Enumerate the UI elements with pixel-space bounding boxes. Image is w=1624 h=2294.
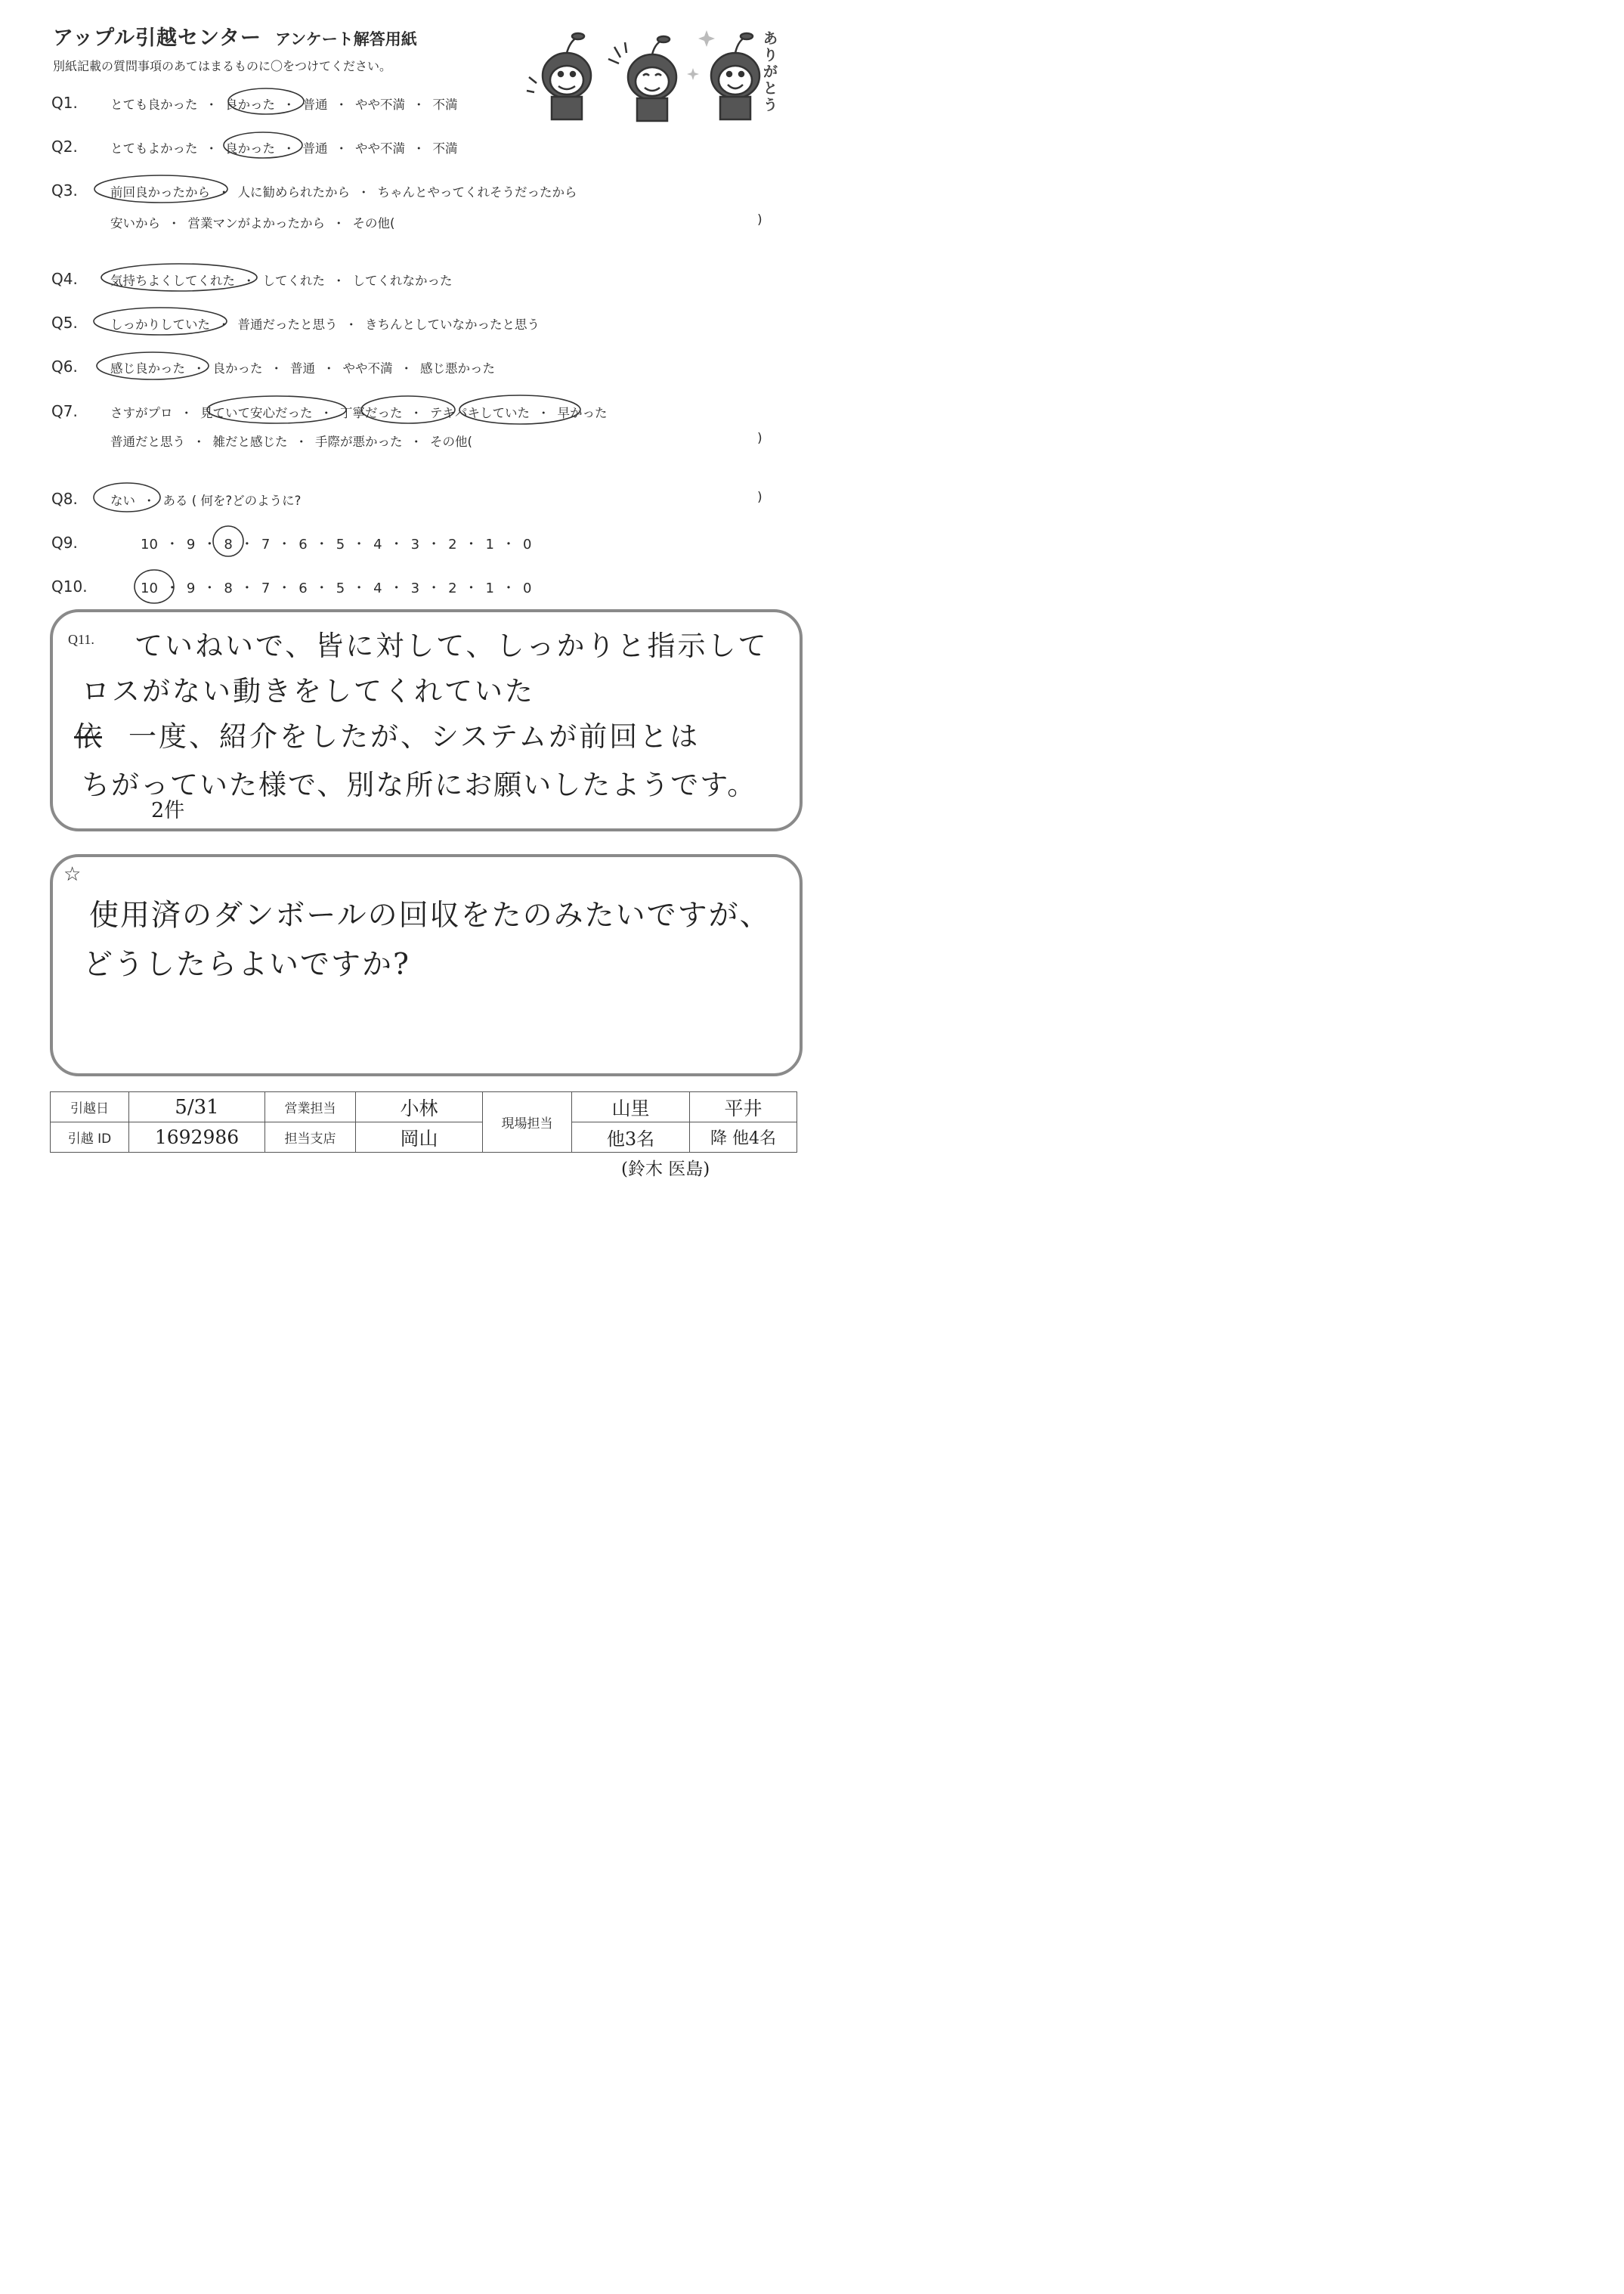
q3-option[interactable]: ちゃんとやってくれそうだったから: [377, 185, 577, 200]
q1-option[interactable]: やや不満: [355, 98, 405, 112]
answer-circle: [213, 526, 243, 556]
q3-option[interactable]: 営業マンがよかったから: [187, 216, 325, 231]
q8-option[interactable]: ない: [110, 494, 135, 508]
q9-score[interactable]: 5: [336, 537, 345, 553]
q6-option[interactable]: 感じ良かった: [110, 361, 185, 376]
instruction-text: 別紙記載の質問事項のあてはまるものに〇をつけてください。: [53, 59, 392, 73]
q10-score[interactable]: 0: [522, 580, 532, 596]
q10-score[interactable]: 3: [410, 580, 420, 596]
answer-circle: [94, 483, 160, 512]
q9-score[interactable]: 7: [261, 537, 271, 553]
site-staff-5: (鈴木 医島): [621, 1159, 710, 1179]
answer-circle: [228, 88, 304, 114]
q5-options: しっかりしていた ・ 普通だったと思う ・ きちんとしていなかったと思う: [110, 314, 540, 333]
q2-option[interactable]: 良かった: [225, 141, 275, 156]
q7-closing-paren: ): [757, 431, 763, 446]
q3-closing-paren: ): [757, 212, 763, 228]
q11-line: ちがっていた様で、別な所にお願いしたようです。: [82, 769, 757, 801]
q9-label: Q9.: [51, 534, 78, 552]
q6-option[interactable]: 良かった: [212, 361, 263, 376]
q1-option[interactable]: 普通: [302, 98, 328, 112]
thanks-label: ありがとう: [763, 30, 778, 113]
answer-circle: [101, 264, 257, 291]
q10-score[interactable]: 8: [224, 580, 233, 596]
site-staff-4: 降 他4名: [690, 1122, 797, 1153]
branch-label: 担当支店: [265, 1122, 356, 1153]
q2-option[interactable]: 普通: [302, 141, 328, 156]
q1-label: Q1.: [51, 94, 78, 112]
move-date-value: 5/31: [129, 1092, 265, 1122]
q7-option[interactable]: テキパキしていた: [430, 406, 530, 420]
site-staff-2: 平井: [690, 1092, 797, 1122]
q7-option[interactable]: さすがプロ: [110, 406, 173, 420]
sales-label: 営業担当: [265, 1092, 356, 1122]
q2-option[interactable]: 不満: [432, 141, 458, 156]
q9-score[interactable]: 10: [141, 537, 158, 553]
q10-label: Q10.: [51, 577, 88, 596]
q7-option[interactable]: 丁寧だった: [340, 406, 403, 420]
q10-score[interactable]: 10: [141, 580, 158, 596]
answer-circle: [94, 175, 227, 203]
move-id-label: 引越 ID: [51, 1122, 129, 1153]
answer-circle: [224, 132, 302, 158]
q2-option[interactable]: やや不満: [355, 141, 405, 156]
q9-scale: 10 ・ 9 ・ 8 ・ 7 ・ 6 ・ 5 ・ 4 ・ 3 ・ 2 ・ 1 ・ 0: [141, 537, 532, 553]
comment-line: 使用済のダンボールの回収をたのみたいですが、: [89, 899, 771, 933]
q9-score[interactable]: 1: [485, 537, 494, 553]
q1-option[interactable]: 良かった: [225, 98, 275, 112]
q6-options: 感じ良かった ・ 良かった ・ 普通 ・ やや不満 ・ 感じ悪かった: [110, 358, 495, 376]
answer-circle: [361, 396, 455, 423]
q7-label: Q7.: [51, 402, 78, 420]
q10-score[interactable]: 7: [261, 580, 271, 596]
site-staff-label: 現場担当: [483, 1092, 572, 1153]
sales-value: 小林: [356, 1092, 483, 1122]
q3-option[interactable]: 人に勧められたから: [237, 185, 350, 200]
q4-label: Q4.: [51, 270, 78, 288]
q3-label: Q3.: [51, 181, 78, 200]
q1-option[interactable]: とても良かった: [110, 98, 198, 112]
q11-line: ロスがない動きをしてくれていた: [82, 675, 535, 707]
q8-option[interactable]: ある ( 何を?どのように?: [162, 494, 302, 508]
answer-circle: [135, 570, 174, 603]
q5-option[interactable]: 普通だったと思う: [237, 317, 338, 332]
move-date-label: 引越日: [51, 1092, 129, 1122]
q3-option[interactable]: 安いから: [110, 216, 160, 231]
q3-option[interactable]: その他(: [352, 216, 395, 231]
q6-option[interactable]: 感じ悪かった: [420, 361, 495, 376]
q7-option[interactable]: 普通だと思う: [110, 435, 185, 449]
q11-struck-word: 依: [74, 720, 102, 753]
answer-circle: [97, 352, 209, 379]
q3-options-line1: 前回良かったから ・ 人に勧められたから ・ ちゃんとやってくれそうだったから: [110, 182, 577, 200]
answer-circles: [0, 0, 839, 620]
q9-score[interactable]: 0: [522, 537, 532, 553]
q1-options: とても良かった ・ 良かった ・ 普通 ・ やや不満 ・ 不満: [110, 94, 458, 113]
q10-score[interactable]: 5: [336, 580, 345, 596]
q5-option[interactable]: きちんとしていなかったと思う: [365, 317, 540, 332]
star-icon: ☆: [63, 863, 82, 886]
q4-option[interactable]: 気持ちよくしてくれた: [110, 274, 235, 288]
branch-value: 岡山: [356, 1122, 483, 1153]
q7-options-line1: さすがプロ ・ 見ていて安心だった ・ 丁寧だった ・ テキパキしていた ・ 早かった: [110, 403, 608, 421]
q10-scale: 10 ・ 9 ・ 8 ・ 7 ・ 6 ・ 5 ・ 4 ・ 3 ・ 2 ・ 1 ・ 0: [141, 580, 532, 596]
q9-score[interactable]: 3: [410, 537, 420, 553]
q11-label: Q11.: [68, 632, 94, 647]
q7-options-line2: 普通だと思う ・ 雑だと感じた ・ 手際が悪かった ・ その他(: [110, 432, 472, 450]
q7-option[interactable]: 手際が悪かった: [315, 435, 403, 449]
q7-option[interactable]: その他(: [430, 435, 472, 449]
q9-score[interactable]: 2: [448, 537, 457, 553]
answer-circle: [207, 396, 346, 423]
q3-option[interactable]: 前回良かったから: [110, 185, 210, 200]
q10-score[interactable]: 4: [373, 580, 382, 596]
q2-label: Q2.: [51, 138, 78, 156]
answer-circle: [459, 395, 580, 424]
q2-option[interactable]: とてもよかった: [110, 141, 198, 156]
q1-option[interactable]: 不満: [432, 98, 458, 112]
move-id-value: 1692986: [129, 1122, 265, 1153]
q4-option[interactable]: してくれた: [262, 274, 325, 288]
q9-score[interactable]: 8: [224, 537, 233, 553]
footer-info-table: [50, 1091, 797, 1153]
answer-circle: [94, 308, 227, 335]
q6-option[interactable]: やや不満: [342, 361, 393, 376]
q11-line: ていねいで、皆に対して、しっかりと指示して: [135, 630, 769, 662]
q9-score[interactable]: 4: [373, 537, 382, 553]
q7-option[interactable]: 雑だと感じた: [212, 435, 288, 449]
q10-score[interactable]: 2: [448, 580, 457, 596]
site-staff-3: 他3名: [572, 1122, 690, 1153]
q6-label: Q6.: [51, 358, 78, 376]
q4-option[interactable]: してくれなかった: [352, 274, 453, 288]
q5-label: Q5.: [51, 314, 78, 332]
comment-line: どうしたらよいですか?: [83, 948, 410, 982]
q11-note: 2件: [151, 799, 185, 822]
q2-options: とてもよかった ・ 良かった ・ 普通 ・ やや不満 ・ 不満: [110, 138, 458, 156]
q11-line: 一度、紹介をしたが、システムが前回とは: [128, 720, 701, 753]
q8-options: ない ・ ある ( 何を?どのように?: [110, 491, 301, 509]
q6-option[interactable]: 普通: [290, 361, 315, 376]
q10-score[interactable]: 6: [299, 580, 308, 596]
q9-score[interactable]: 9: [186, 537, 196, 553]
company-name: アップル引越センター: [53, 26, 261, 50]
q8-closing-paren: ): [757, 490, 763, 505]
site-staff-1: 山里: [572, 1092, 690, 1122]
q9-score[interactable]: 6: [299, 537, 308, 553]
q10-score[interactable]: 1: [485, 580, 494, 596]
q7-option[interactable]: 早かった: [557, 406, 608, 420]
q3-options-line2: 安いから ・ 営業マンがよかったから ・ その他(: [110, 213, 394, 231]
q10-score[interactable]: 9: [186, 580, 196, 596]
q4-options: 気持ちよくしてくれた ・ してくれた ・ してくれなかった: [110, 271, 453, 289]
q7-option[interactable]: 見ていて安心だった: [200, 406, 313, 420]
form-title: アンケート解答用紙: [274, 30, 417, 48]
q5-option[interactable]: しっかりしていた: [110, 317, 210, 332]
q8-label: Q8.: [51, 490, 78, 508]
